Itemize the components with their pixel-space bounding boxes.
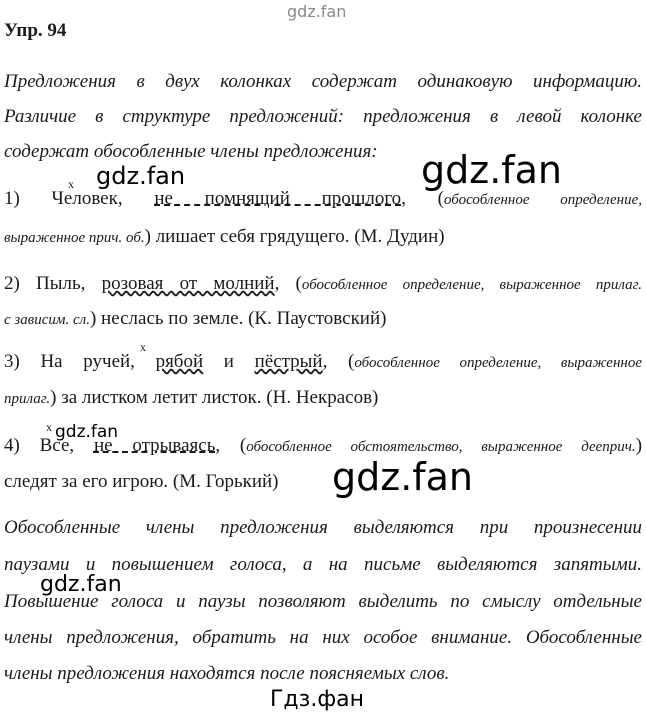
- watermark-5: gdz.fan: [40, 572, 122, 597]
- sentence-3-note-2: прилаг.: [4, 391, 51, 407]
- sentence-4-start: 4) Все,: [4, 435, 75, 456]
- sentence-4-close-paren: ): [635, 435, 643, 456]
- sentence-3-end: ) за листком летит листок. (Н. Некрасов): [50, 387, 379, 408]
- sentence-2-punct: , (: [274, 273, 302, 294]
- sentence-1-start: 1) Человек,: [4, 188, 123, 209]
- watermark-3: gdz.fan: [55, 422, 119, 442]
- watermark-2: gdz.fan: [96, 162, 186, 190]
- sentence-2-adjective-phrase: розовая от молний: [101, 273, 275, 294]
- sentence-4-gerund-phrase: не отрываясь: [93, 435, 216, 456]
- sentence-4-note: обособленное обстоятельство, выраженное дееприч.: [246, 439, 636, 455]
- outro-line-4: члены предложения, обратить на них особое внимание. Обособленные: [4, 627, 642, 648]
- exercise-title: Упр. 94: [4, 20, 67, 41]
- outro-line-3: Повышение голоса и паузы позволяют выделить по смыслу отдельные: [4, 591, 642, 612]
- outro-line-1: Обособленные члены предложения выделяются при произнесении: [4, 517, 642, 538]
- sentence-1-line-2: [4, 225, 642, 250]
- sentence-3-adjective-2: пёстрый: [254, 351, 323, 372]
- sentence-4-punct: , (: [215, 435, 247, 456]
- sentence-1-participle-phrase: не помнящий прошлого: [154, 188, 402, 209]
- sentence-3-conj: и: [223, 351, 234, 372]
- sentence-3-note: обособленное определение, выраженное: [354, 355, 643, 371]
- sentence-2-start: 2) Пыль,: [4, 273, 86, 294]
- sentence-2-note-2: с зависим. сл.: [4, 312, 90, 328]
- watermark-large-1: gdz.fan: [421, 148, 563, 192]
- sentence-1-punct: , (: [401, 188, 444, 209]
- sentence-1-note-2: выраженное прич. об.: [4, 230, 145, 246]
- sentence-1-note: обособленное определение,: [444, 192, 643, 208]
- grammar-mark-x: x: [140, 340, 146, 354]
- sentence-2-end: ) неслась по земле. (К. Паустовский): [89, 308, 387, 329]
- grammar-mark-x: x: [68, 177, 74, 191]
- outro-line-5: члены предложения находятся после поясняемых слов.: [4, 663, 450, 684]
- watermark-top: gdz.fan: [287, 2, 347, 21]
- sentence-1-end: ) лишает себя грядущего. (М. Дудин): [144, 226, 445, 247]
- sentence-3-start: 3) На ручей,: [4, 351, 135, 372]
- sentence-3-punct: , (: [322, 351, 355, 372]
- outro-line-2: паузами и повышением голоса, а на письме выделяются запятыми.: [4, 554, 642, 575]
- sentence-2-note: обособленное определение, выраженное прилаг.: [301, 277, 643, 293]
- sentence-4-line-2: следят за его игрою. (М. Горький): [4, 471, 279, 492]
- sentence-3-line-2: [4, 386, 642, 411]
- intro-line-3: содержат обособленные члены предложения:: [4, 141, 378, 162]
- watermark-bottom: Гдз.фан: [270, 687, 364, 712]
- sentence-2-line-1: [4, 272, 642, 297]
- intro-line-2: Различие в структуре предложений: предложения в левой колонке: [4, 106, 642, 127]
- sentence-3-adjective-1: рябой: [155, 351, 204, 372]
- intro-line-1: Предложения в двух колонках содержат одинаковую информацию.: [4, 71, 642, 92]
- sentence-3-line-1: [4, 350, 642, 375]
- grammar-mark-x: x: [46, 420, 52, 434]
- watermark-large-2: gdz.fan: [332, 455, 474, 499]
- sentence-2-line-2: [4, 307, 642, 332]
